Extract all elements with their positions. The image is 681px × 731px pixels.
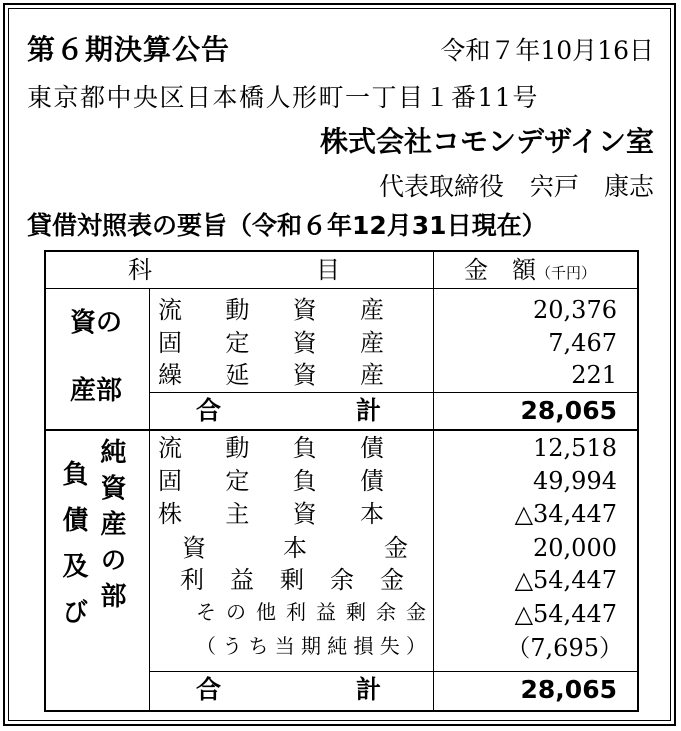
label-char: 本 xyxy=(283,534,307,562)
liab-total-label-2: 計 xyxy=(356,675,382,704)
label-char: 産 xyxy=(359,296,384,324)
label-char: 流 xyxy=(158,296,182,324)
liab-section-label-col1: 負債及び xyxy=(58,460,88,644)
notice-title: 第６期決算公告 xyxy=(27,33,231,66)
label-char: 負 xyxy=(292,467,317,495)
liab-row-label xyxy=(180,568,404,592)
label-char: 流 xyxy=(158,434,182,462)
assets-total-divider xyxy=(149,392,637,393)
label-char: そ xyxy=(196,600,216,624)
label-char: 延 xyxy=(225,361,250,389)
label-char: 債 xyxy=(359,467,384,495)
label-char: 金 xyxy=(384,534,408,562)
label-char: 期 xyxy=(301,634,321,658)
label-char: う xyxy=(222,634,243,658)
asset-row-value: 20,376 xyxy=(533,296,617,324)
label-char: 本 xyxy=(359,500,384,528)
notice-date: 令和７年10月16日 xyxy=(440,36,654,65)
label-char: 定 xyxy=(225,467,250,495)
label-char: 余 xyxy=(376,600,396,624)
label-char: 金 xyxy=(380,566,404,594)
label-char: 繰 xyxy=(158,361,182,389)
header-subject-1: 科 xyxy=(128,256,152,284)
asset-row-label xyxy=(158,363,384,387)
company-address: 東京都中央区日本橋人形町一丁目１番11号 xyxy=(27,83,539,112)
liab-total-label-1: 合 xyxy=(196,675,222,704)
liab-row-label xyxy=(158,469,384,493)
label-char: 資 xyxy=(292,296,317,324)
representative-name: 代表取締役 宍戸 康志 xyxy=(378,172,654,201)
label-char: 動 xyxy=(225,434,250,462)
label-char: 固 xyxy=(158,467,182,495)
label-char: 余 xyxy=(330,566,354,594)
asset-row-label xyxy=(158,331,384,355)
company-name: 株式会社コモンデザイン室 xyxy=(319,125,654,158)
label-char: 産 xyxy=(359,361,384,389)
label-char: ） xyxy=(406,634,426,658)
label-char: 利 xyxy=(180,566,204,594)
label-char: 株 xyxy=(158,500,182,528)
liab-row-value: 20,000 xyxy=(533,534,617,562)
liab-row-value: △34,447 xyxy=(514,500,617,528)
label-char: 固 xyxy=(158,329,182,357)
label-char: 資 xyxy=(292,361,317,389)
assets-section-label-2: 産部 xyxy=(70,376,123,406)
liab-row-value: △54,447 xyxy=(514,600,617,628)
header-subject-2: 目 xyxy=(316,256,340,284)
label-char: 他 xyxy=(256,600,276,624)
asset-row-value: 7,467 xyxy=(548,329,617,357)
label-char: 動 xyxy=(225,296,250,324)
header-row-divider xyxy=(46,288,637,289)
label-char: 金 xyxy=(406,600,426,624)
liab-row-value: 49,994 xyxy=(533,467,617,495)
header-amount: 金 額（千円） xyxy=(464,256,597,284)
assets-total-label-2: 計 xyxy=(356,396,382,425)
section-divider xyxy=(46,429,637,431)
label-char: 純 xyxy=(327,634,348,658)
label-char: 資 xyxy=(292,329,317,357)
label-char: 産 xyxy=(359,329,384,357)
liab-total-divider xyxy=(149,671,637,672)
label-char: 定 xyxy=(225,329,250,357)
liab-total-value: 28,065 xyxy=(520,675,617,704)
assets-section-label-1: 資の xyxy=(70,308,123,338)
liab-row-label xyxy=(182,536,408,560)
label-char: 負 xyxy=(292,434,317,462)
liab-row-value: （7,695） xyxy=(506,634,623,662)
liab-section-label-col2: 純資産の部 xyxy=(96,438,126,618)
label-char: 益 xyxy=(316,600,336,624)
label-char: 資 xyxy=(292,500,317,528)
label-char: 資 xyxy=(182,534,206,562)
liab-row-label xyxy=(158,436,384,460)
label-char: ち xyxy=(248,634,269,658)
label-char: 益 xyxy=(230,566,254,594)
liab-row-value: △54,447 xyxy=(514,566,617,594)
label-char: （ xyxy=(196,634,216,658)
assets-total-value: 28,065 xyxy=(520,396,617,425)
label-char: 損 xyxy=(353,634,374,658)
liab-row-label xyxy=(196,636,426,656)
label-char: 主 xyxy=(225,500,250,528)
liab-row-value: 12,518 xyxy=(533,434,617,462)
label-char: 失 xyxy=(379,634,400,658)
label-char: 剰 xyxy=(346,600,366,624)
balance-sheet-subtitle: 貸借対照表の要旨（令和６年12月31日現在） xyxy=(27,211,547,240)
asset-row-label xyxy=(158,298,384,322)
label-char: 利 xyxy=(286,600,306,624)
assets-total-label-1: 合 xyxy=(196,396,222,425)
balance-sheet-table xyxy=(44,250,639,712)
label-char: 剰 xyxy=(280,566,304,594)
label-char: 当 xyxy=(274,634,295,658)
asset-row-value: 221 xyxy=(571,361,617,389)
liab-row-label xyxy=(158,502,384,526)
col-divider-section xyxy=(149,289,150,710)
label-char: の xyxy=(226,600,246,624)
col-divider-amount xyxy=(433,252,434,710)
header-unit: （千円） xyxy=(536,264,597,282)
label-char: 債 xyxy=(359,434,384,462)
liab-row-label xyxy=(196,602,426,622)
